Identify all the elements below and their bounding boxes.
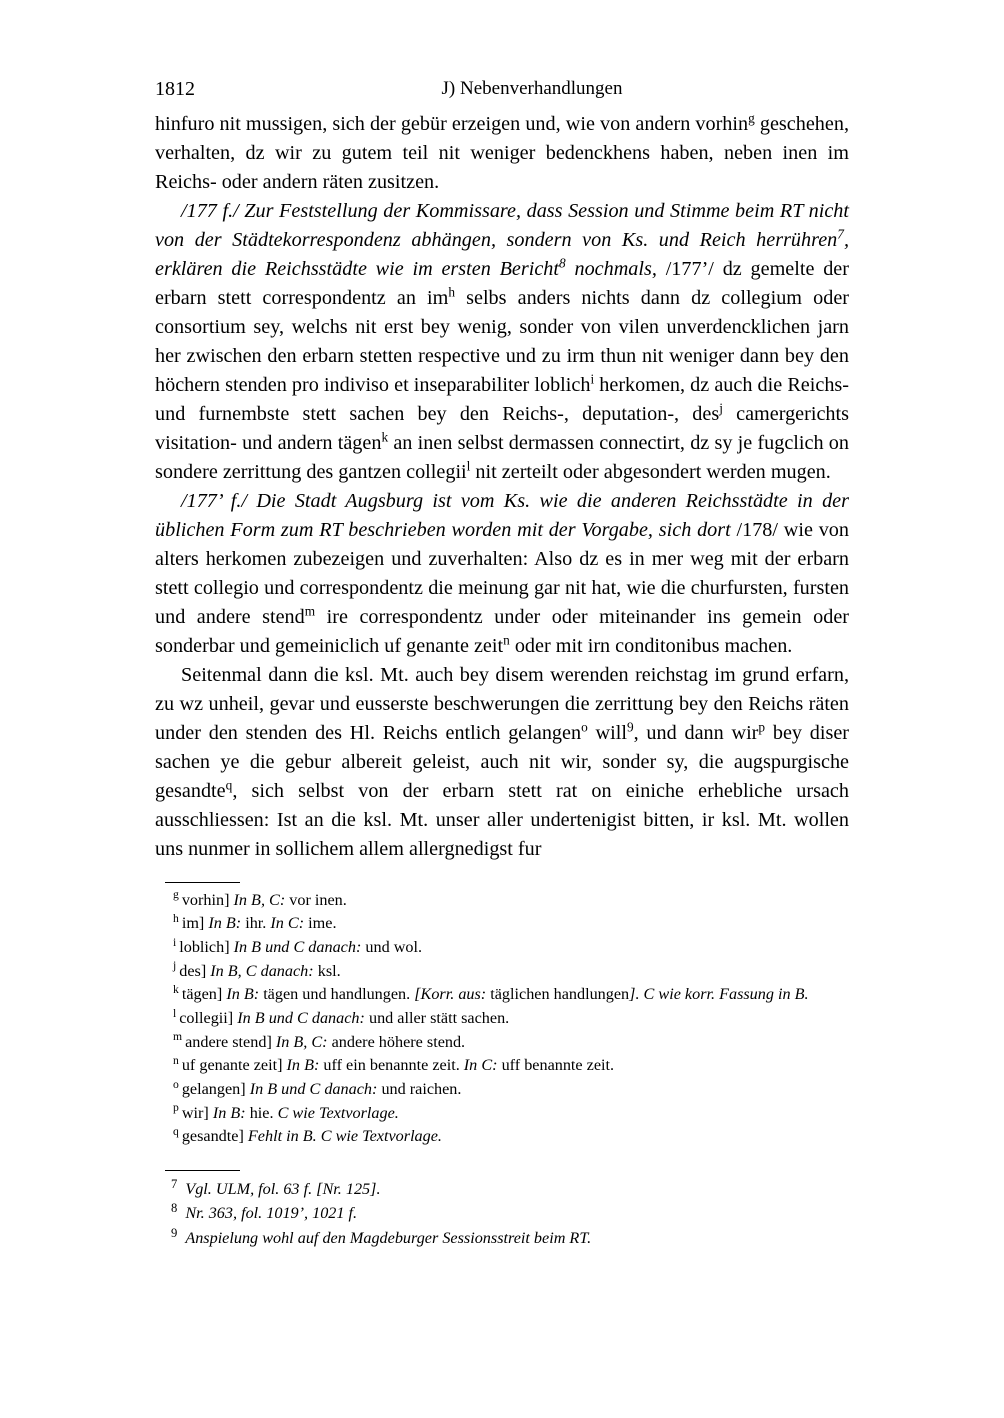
footnote-text: Nr. 363, fol. 1019’, 1021 f. [185, 1204, 358, 1223]
paragraph: /177 f./ Zur Feststellung der Kommissare, dass Session und Stimme beim RT nicht von der Städtekorrespondenz abhängen, sondern von Ks. und Reich herrühren$^7$, erklären die Reichsstädte wie im ersten Bericht$^8$ nochmals, /177’/ dz gemelte der erbarn stett correspondentz an $im^h$ selbs anders nichts dann dz collegium oder consortium sey, welchs nit erst bey wenig, sonder von vilen unverdencklichen jarn her zwischen den erbarn stetten respective und zu irm thun nit weniger dann bey den höchern stenden pro indiviso et inseparabiliter loblich$^i$ herkomen, dz auch die Reichs- und furnembste stett sachen bey den Reichs-, deputation-, des$^j$ camergerichts visitation- und andern tägen$^k$ an inen selbst dermassen connectirt, dz sy je fugclich on sondere zerrittung des gantzen collegii$^l$ nit zerteilt oder abgesondert werden mugen. [155, 199, 849, 483]
apparatus-note: $^o$ gelangen] In B und C danach: und raichen. [173, 1077, 462, 1098]
footnote-item [155, 1202, 849, 1225]
apparatus-note-marker: i [173, 935, 177, 949]
apparatus-note: $^j$ des] In B, C danach: ksl. [173, 959, 341, 980]
apparatus-note-marker: o [173, 1077, 179, 1091]
apparatus-note: $^q$ gesandte] Fehlt in B. C wie Textvorlage. [173, 1124, 442, 1146]
footnote-item [155, 1178, 849, 1201]
apparatus-note-marker: g [173, 888, 179, 902]
apparatus-note: $^l$ collegii] In B und C danach: und aller stätt sachen. [173, 1006, 510, 1027]
footnote-text: Vgl. ULM, fol. 63 f. [Nr. 125]. [185, 1179, 381, 1198]
footnote-number: 7 [171, 1176, 178, 1191]
footnote-item [155, 1227, 849, 1250]
footnote-list [155, 1178, 849, 1250]
footnote-text: Anspielung wohl auf den Magdeburger Sessionsstreit beim RT. [185, 1228, 592, 1247]
page-number: 1812 [155, 78, 195, 100]
apparatus-note: $^p$ wir] In B: hie. C wie Textvorlage. [173, 1101, 399, 1122]
critical-apparatus [155, 882, 849, 1148]
paragraph: Seitenmal dann die ksl. Mt. auch bey disem werenden reichstag im grund erfarn, zu wz unheil, gevar und eusserste beschwerungen die zerrittung bey den Reichs räten under den stenden des Hl. Reichs entlich gelangen$^o$ will$^9$, und dann wir$^p$ bey diser sachen ye die gebur albereit geleist, auch nit wir, sonder sy, die augspurgische gesandte$^q$, sich selbst von der erbarn stett rat on einiche erhebliche ursach ausschliessen: Ist an die ksl. Mt. unser aller undertenigist bitten, ir ksl. Mt. wollen uns nunmer in sollichem allem allergnedigst fur [155, 663, 850, 860]
apparatus-note-marker: q [173, 1124, 179, 1138]
paragraph: /177’ f./ Die Stadt Augsburg ist vom Ks. wie die anderen Reichsstädte in der üblichen Form zum RT beschrieben worden mit der Vorgabe, sich dort /178/ wie von alters herkomen zubezeigen und zuverhalten: Also dz es in mer weg mit der erbarn stett collegio und correspondentz die meinung gar nit hat, wie die churfursten, fursten und andere stend$^m$ ire correspondentz under oder miteinander ins gemein oder sonderbar und gemeiniclich uf genante zeit$^n$ oder mit irn conditonibus machen. [155, 489, 849, 657]
apparatus-note: $^i$ loblich] In B und C danach: und wol. [173, 935, 423, 956]
apparatus-note-marker: n [173, 1053, 179, 1067]
apparatus-note: $^h$ im] In B: ihr. In C: ime. [173, 911, 337, 933]
page-header [155, 70, 849, 110]
footnote-number: 9 [171, 1225, 178, 1240]
apparatus-note-marker: h [173, 911, 179, 925]
apparatus-note: $^k$ tägen] In B: tägen und handlungen. [Korr. aus: täglichen handlungen]. C wie korr. Fassung in B. [173, 982, 809, 1004]
paragraph: hinfuro nit mussigen, sich der gebür erzeigen und, wie von andern vorhin$^g$ geschehen, verhalten, dz wir zu gutem teil nit weniger bedenckhens haben, neben inen im Reichs- oder andern räten zusitzen. [155, 110, 849, 193]
apparatus-rule [165, 882, 240, 883]
apparatus-note-marker: j [173, 959, 177, 973]
apparatus-note: $^g$ vorhin] In B, C: vor inen. [173, 888, 347, 909]
apparatus-note-marker: l [173, 1006, 177, 1020]
apparatus-note-marker: k [173, 982, 179, 996]
footnotes-block [155, 1170, 849, 1250]
apparatus-note-marker: p [173, 1101, 179, 1115]
apparatus-note: $^n$ uf genante zeit] In B: uff ein benannte zeit. In C: uff benannte zeit. [173, 1053, 615, 1075]
footnote-rule [165, 1170, 240, 1171]
footnote-number: 8 [171, 1201, 178, 1216]
running-title: J) Nebenverhandlungen [441, 78, 623, 99]
main-text [155, 110, 849, 864]
apparatus-notes [155, 889, 849, 1148]
apparatus-note-marker: m [173, 1030, 183, 1044]
apparatus-note: $^m$ andere stend] In B, C: andere höhere stend. [173, 1030, 466, 1051]
